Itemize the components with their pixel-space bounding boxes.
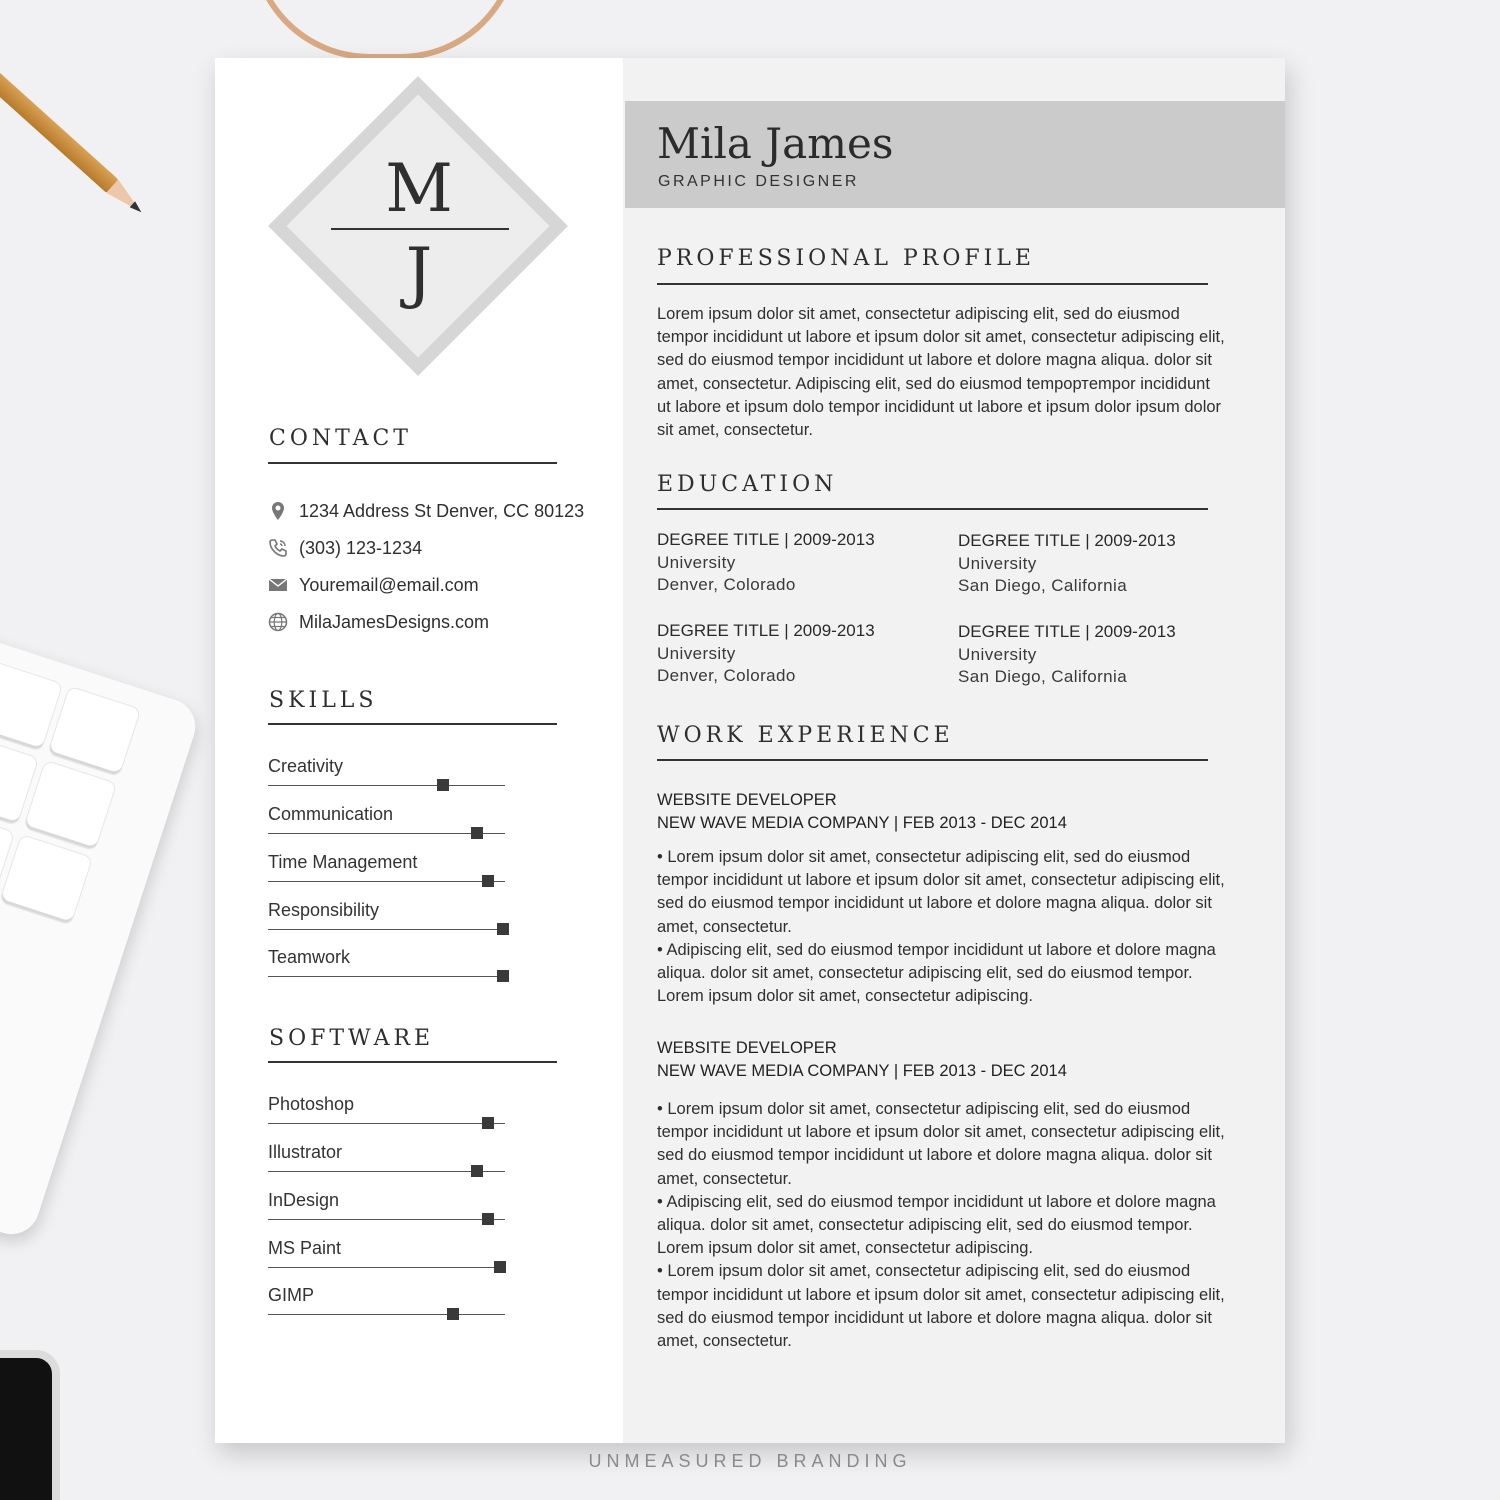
degree-location: Denver, Colorado bbox=[657, 666, 796, 685]
skill-bar bbox=[268, 756, 508, 790]
software-label: MS Paint bbox=[268, 1238, 342, 1258]
resume-sheet bbox=[215, 58, 1285, 1443]
profile-rule bbox=[657, 283, 1208, 285]
monogram-bottom-letter: J bbox=[405, 234, 433, 311]
contact-email bbox=[268, 572, 479, 598]
degree-title: DEGREE TITLE | 2009-2013 bbox=[657, 530, 875, 549]
software-bar bbox=[268, 1285, 508, 1319]
phone-text: (303) 123-1234 bbox=[299, 537, 423, 558]
education-entry bbox=[958, 529, 1248, 597]
software-rule bbox=[268, 1061, 557, 1063]
phone-icon bbox=[268, 538, 288, 558]
skill-level-knob bbox=[497, 970, 509, 982]
software-bar bbox=[268, 1142, 508, 1176]
skill-label: Time Management bbox=[268, 852, 418, 872]
skills-rule bbox=[268, 723, 557, 725]
skill-label: Communication bbox=[268, 804, 394, 824]
skill-track bbox=[268, 881, 505, 882]
degree-title: DEGREE TITLE | 2009-2013 bbox=[657, 621, 875, 640]
profile-text: Lorem ipsum dolor sit amet, consectetur adipiscing elit, sed do eiusmod tempor incididunt ut labore et ipsum dolor sit amet, consectetur adipiscing elit, sed do eiusmod tempor incididunt ut labore et dolore magna aliqua. dolor sit amet, consectetur. Adipiscing elit, sed do eiusmod tempортempor incididunt ut labore et ipsum dolo tempor incididunt ut labore et ipsum dolor ipsum dolor sit amet, consectetur. bbox=[657, 305, 1225, 440]
software-label: InDesign bbox=[268, 1190, 340, 1210]
job-bullets: • Lorem ipsum dolor sit amet, consectetur adipiscing elit, sed do eiusmod tempor incididunt ut labore et ipsum dolor sit amet, consectetur adipiscing elit, sed do eiusmod tempor incididunt ut labore et dolore magna aliqua. dolor sit amet, consectetur. • Adipiscing elit, sed do eiusmod tempor incididunt ut labore et dolore magna aliqua. dolor sit amet, consectetur adipiscing elit, sed do eiusmod tempor. Lorem ipsum dolor sit amet, consectetur adipiscing. bbox=[657, 848, 1225, 1006]
software-bar bbox=[268, 1094, 508, 1128]
job-role: WEBSITE DEVELOPER bbox=[657, 1039, 837, 1057]
software-heading: SOFTWARE bbox=[269, 1026, 435, 1051]
skill-label: Creativity bbox=[268, 756, 344, 776]
keyboard bbox=[0, 630, 203, 1241]
brand-watermark: UNMEASURED BRANDING bbox=[588, 1451, 912, 1471]
email-text: Youremail@email.com bbox=[299, 574, 479, 595]
contact-website bbox=[268, 609, 489, 635]
skill-track bbox=[268, 833, 505, 834]
software-level-knob bbox=[471, 1165, 483, 1177]
skill-level-knob bbox=[471, 827, 483, 839]
degree-title: DEGREE TITLE | 2009-2013 bbox=[958, 531, 1176, 550]
job-bullets: • Lorem ipsum dolor sit amet, consectetur adipiscing elit, sed do eiusmod tempor incididunt ut labore et ipsum dolor sit amet, consectetur adipiscing elit, sed do eiusmod tempor incididunt ut labore et dolore magna aliqua. dolor sit amet, consectetur. • Adipiscing elit, sed do eiusmod tempor incididunt ut labore et dolore magna aliqua. dolor sit amet, consectetur adipiscing elit, sed do eiusmod tempor. Lorem ipsum dolor sit amet, consectetur adipiscing. • Lorem ipsum dolor sit amet, consectetur adipiscing elit, sed do eiusmod tempor incididunt ut labore et ipsum dolor sit amet, consectetur adipiscing elit, sed do eiusmod tempor incididunt ut labore et dolore magna aliqua. dolor sit amet, consectetur. bbox=[657, 1100, 1225, 1351]
skill-bar bbox=[268, 852, 508, 886]
education-rule bbox=[657, 508, 1208, 510]
degree-location: San Diego, California bbox=[958, 576, 1128, 595]
software-label: Photoshop bbox=[268, 1094, 355, 1114]
contact-address bbox=[268, 498, 584, 524]
software-bar bbox=[268, 1190, 508, 1224]
skill-level-knob bbox=[437, 779, 449, 791]
contact-phone bbox=[268, 535, 422, 561]
software-track bbox=[268, 1267, 505, 1268]
contact-heading: CONTACT bbox=[269, 426, 412, 451]
degree-title: DEGREE TITLE | 2009-2013 bbox=[958, 622, 1176, 641]
skill-bar bbox=[268, 804, 508, 838]
skill-label: Responsibility bbox=[268, 900, 380, 920]
globe-icon bbox=[268, 612, 288, 632]
software-level-knob bbox=[447, 1308, 459, 1320]
website-text: MilaJamesDesigns.com bbox=[299, 611, 490, 632]
left-column bbox=[215, 58, 623, 1443]
education-entry bbox=[657, 619, 947, 687]
degree-school: University bbox=[958, 645, 1037, 664]
software-label: GIMP bbox=[268, 1285, 315, 1305]
degree-school: University bbox=[657, 553, 736, 572]
software-track bbox=[268, 1219, 505, 1220]
software-level-knob bbox=[482, 1117, 494, 1129]
education-entry bbox=[657, 528, 947, 596]
monogram-top-letter: M bbox=[385, 150, 453, 227]
software-level-knob bbox=[494, 1261, 506, 1273]
skill-track bbox=[268, 785, 505, 786]
profile-heading: PROFESSIONAL PROFILE bbox=[657, 246, 1035, 271]
degree-location: Denver, Colorado bbox=[657, 575, 796, 594]
phone bbox=[0, 1350, 60, 1500]
candidate-role: GRAPHIC DESIGNER bbox=[658, 173, 859, 190]
job-company: NEW WAVE MEDIA COMPANY | FEB 2013 - DEC 2014 bbox=[657, 814, 1067, 832]
envelope-icon bbox=[268, 575, 288, 595]
skill-bar bbox=[268, 900, 508, 934]
software-label: Illustrator bbox=[268, 1142, 343, 1162]
work-rule bbox=[657, 759, 1208, 761]
name-header bbox=[625, 101, 1285, 208]
software-track bbox=[268, 1171, 505, 1172]
work-heading: WORK EXPERIENCE bbox=[657, 723, 954, 748]
location-pin-icon bbox=[268, 501, 288, 521]
skill-bar bbox=[268, 947, 508, 981]
skills-heading: SKILLS bbox=[269, 688, 378, 713]
job-company: NEW WAVE MEDIA COMPANY | FEB 2013 - DEC 2014 bbox=[657, 1062, 1067, 1080]
education-entry bbox=[958, 620, 1248, 688]
cable bbox=[250, 0, 520, 60]
skill-track bbox=[268, 976, 505, 977]
degree-school: University bbox=[657, 644, 736, 663]
software-track bbox=[268, 1314, 505, 1315]
software-bar bbox=[268, 1238, 508, 1272]
degree-school: University bbox=[958, 554, 1037, 573]
job-role: WEBSITE DEVELOPER bbox=[657, 791, 837, 809]
pencil bbox=[0, 42, 159, 229]
education-heading: EDUCATION bbox=[657, 472, 838, 497]
software-level-knob bbox=[482, 1213, 494, 1225]
software-track bbox=[268, 1123, 505, 1124]
candidate-name: Mila James bbox=[657, 119, 894, 168]
skill-track bbox=[268, 929, 505, 930]
skill-level-knob bbox=[497, 923, 509, 935]
degree-location: San Diego, California bbox=[958, 667, 1128, 686]
skill-label: Teamwork bbox=[268, 947, 351, 967]
address-text: 1234 Address St Denver, CC 80123 bbox=[299, 500, 585, 521]
skill-level-knob bbox=[482, 875, 494, 887]
contact-rule bbox=[268, 462, 557, 464]
monogram-divider bbox=[331, 228, 509, 230]
